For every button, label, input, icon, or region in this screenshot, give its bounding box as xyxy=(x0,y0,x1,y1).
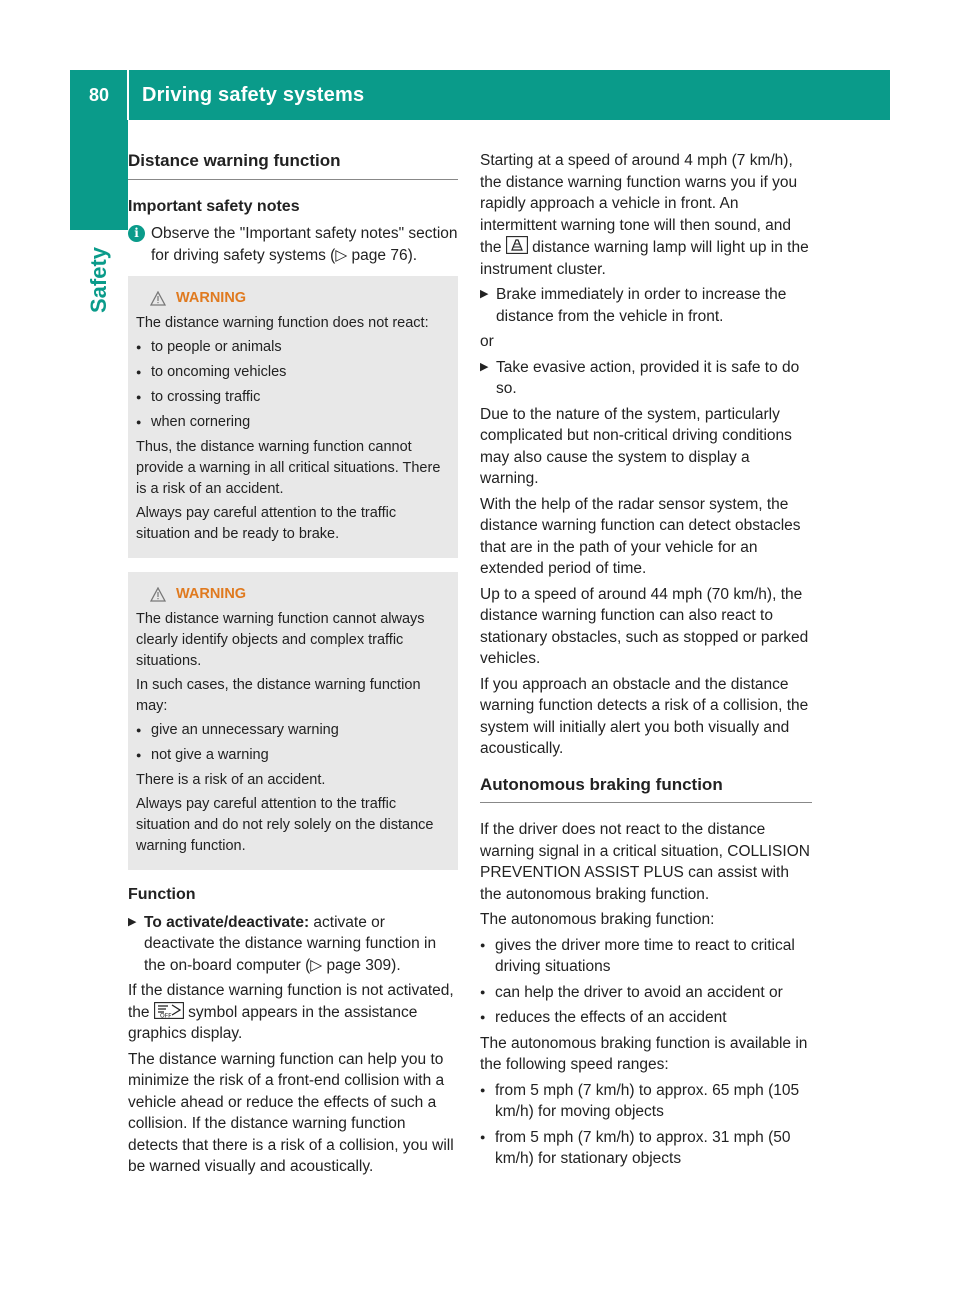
warning-title-1 xyxy=(150,288,450,309)
list-item: ● when cornering xyxy=(136,412,450,433)
warning-triangle-icon xyxy=(150,587,166,602)
warning-paragraph: Thus, the distance warning function cannot provide a warning in all critical situations. There is a risk of an accident. xyxy=(136,439,441,497)
paragraph-available: The autonomous braking function is available in the following speed ranges: xyxy=(480,1034,808,1073)
page-number: 80 xyxy=(88,84,110,105)
step-evasive xyxy=(480,357,812,400)
paragraph-part: If the distance warning function is not activated, the xyxy=(128,982,454,1021)
braking-benefits-list xyxy=(480,935,812,1029)
step-activate xyxy=(128,912,458,977)
paragraph-part: symbol appears in the assistance graphics display. xyxy=(128,1003,418,1042)
or-separator: or xyxy=(480,333,494,350)
speed-ranges-list xyxy=(480,1080,812,1170)
svg-text:OFF: OFF xyxy=(159,1012,172,1019)
list-item: ● to oncoming vehicles xyxy=(136,362,450,383)
list-item: ● give an unnecessary warning xyxy=(136,720,450,741)
right-column xyxy=(480,150,812,1174)
step-text: Take evasive action, provided it is safe to do so. xyxy=(496,358,800,397)
list-item: ● gives the driver more time to react to critical driving situations xyxy=(480,935,812,978)
warning-intro: The distance warning function cannot always clearly identify objects and complex traffic situations. xyxy=(136,611,425,669)
warning-title-text: WARNING xyxy=(176,290,247,306)
step-arrow-icon: ▶ xyxy=(480,360,489,373)
header-divider xyxy=(127,70,129,120)
side-color-bar xyxy=(70,120,128,230)
list-item: ● from 5 mph (7 km/h) to approx. 31 mph (50 km/h) for stationary objects xyxy=(480,1127,812,1170)
paragraph-approach: If you approach an obstacle and the distance warning function detects a risk of a collision, the system will initially alert you both visually and acoustically. xyxy=(480,675,809,757)
warning-box-1 xyxy=(128,276,458,558)
step-arrow-icon: ▶ xyxy=(128,915,137,928)
step-text: Brake immediately in order to increase the distance from the vehicle in front. xyxy=(496,286,787,325)
list-item: ● not give a warning xyxy=(136,745,450,766)
paragraph-speed xyxy=(480,150,812,280)
side-tab-label: Safety xyxy=(86,246,112,314)
important-safety-notes-heading: Important safety notes xyxy=(128,197,300,215)
info-note-text[interactable]: Observe the "Important safety notes" section for driving safety systems (▷ page 76). xyxy=(151,225,458,264)
paragraph-radar: With the help of the radar sensor system, the distance warning function can detect obstacles that are in the path of your vehicle for an extended period of time. xyxy=(480,495,801,577)
info-icon: i xyxy=(128,225,145,242)
paragraph-part: Starting at a speed of around 4 mph (7 km/h), the distance warning function warns you if you rapidly approach a vehicle in front. An intermittent warning tone will then sound, and the xyxy=(480,152,798,256)
step-brake xyxy=(480,284,812,327)
step-text[interactable] xyxy=(144,912,458,977)
warning-intro: The distance warning function does not react: xyxy=(136,315,429,331)
distance-warning-lamp-icon xyxy=(506,236,528,254)
section-title-autonomous-braking: Autonomous braking function xyxy=(480,774,812,804)
warning-list xyxy=(136,720,450,766)
step-label: To activate/deactivate: xyxy=(144,913,310,931)
list-item: ● can help the driver to avoid an accident or xyxy=(480,982,812,1004)
list-item: ● from 5 mph (7 km/h) to approx. 65 mph (105 km/h) for moving objects xyxy=(480,1080,812,1123)
list-item: ● to crossing traffic xyxy=(136,387,450,408)
left-column xyxy=(128,150,458,1182)
warning-paragraph: In such cases, the distance warning function may: xyxy=(136,677,421,714)
warning-title-2 xyxy=(150,584,450,605)
warning-list xyxy=(136,337,450,433)
warning-box-2 xyxy=(128,572,458,870)
warning-paragraph: There is a risk of an accident. xyxy=(136,772,326,788)
distance-warning-off-icon xyxy=(154,1002,184,1019)
paragraph-nature: Due to the nature of the system, particularly complicated but non-critical driving conditions may also cause the system to display a warning. xyxy=(480,405,792,487)
paragraph-not-activated xyxy=(128,980,458,1045)
warning-title-text: WARNING xyxy=(176,586,247,602)
warning-paragraph: Always pay careful attention to the traffic situation and do not rely solely on the distance warning function. xyxy=(136,796,434,854)
section-title-distance-warning: Distance warning function xyxy=(128,150,458,180)
paragraph-driver: If the driver does not react to the distance warning signal in a critical situation, COLLISION PREVENTION ASSIST PLUS can assist with the autonomous braking function. xyxy=(480,821,810,903)
paragraph-help: The distance warning function can help you to minimize the risk of a front-end collision with a vehicle ahead or reduce the effects of such a collision. If the distance warning function detects that there is a risk of a collision, you will be warned visually and acoustically. xyxy=(128,1050,454,1175)
chapter-title: Driving safety systems xyxy=(142,83,365,106)
step-arrow-icon: ▶ xyxy=(480,288,489,300)
list-item: ● to people or animals xyxy=(136,337,450,358)
list-item: ● reduces the effects of an accident xyxy=(480,1007,812,1029)
function-heading: Function xyxy=(128,886,196,903)
paragraph-stationary: Up to a speed of around 44 mph (70 km/h), the distance warning function can also react to stationary obstacles, such as stopped or parked vehicles. xyxy=(480,585,809,667)
side-tab xyxy=(72,246,126,314)
paragraph-list-intro: The autonomous braking function: xyxy=(480,911,715,928)
warning-paragraph: Always pay careful attention to the traffic situation and be ready to brake. xyxy=(136,505,397,542)
info-note xyxy=(128,223,458,266)
step-body: activate or deactivate the distance warning function in the on-board computer (▷ page 309). xyxy=(144,913,437,974)
warning-triangle-icon xyxy=(150,291,166,306)
paragraph-part: distance warning lamp will light up in the instrument cluster. xyxy=(480,239,809,278)
